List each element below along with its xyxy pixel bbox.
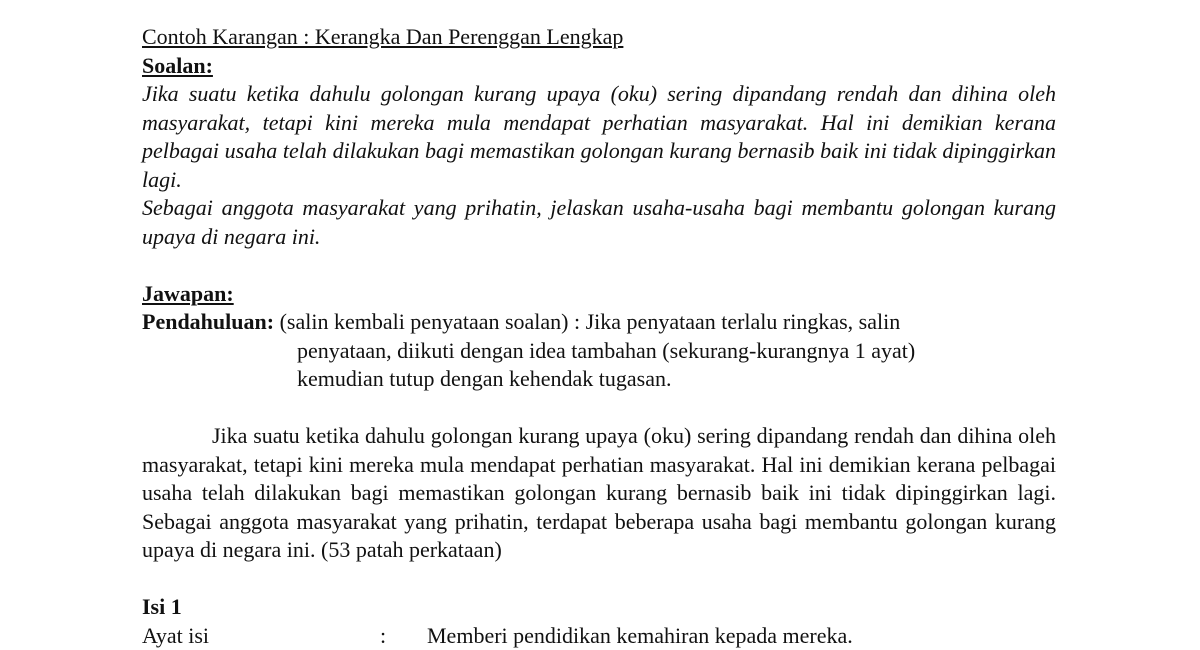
ayat-isi-value: Memberi pendidikan kemahiran kepada mereka. [427,622,853,650]
soalan-text: Jika suatu ketika dahulu golongan kurang upaya (oku) sering dipandang rendah dan dihina oleh masyarakat, tetapi kini mereka mula mendapat perhatian masyarakat. Hal ini demikian kerana pelbagai usaha telah dilakukan bagi memastikan golongan kurang bernasib baik ini tidak dipinggirkan lagi. [142,80,1056,194]
pendahuluan-line-3: kemudian tutup dengan kehendak tugasan. [142,365,1056,394]
ayat-isi-colon: : [380,622,427,650]
ayat-isi-label: Ayat isi [142,622,380,650]
pendahuluan-line-1: (salin kembali penyataan soalan) : Jika penyataan terlalu ringkas, salin [280,308,901,337]
spacer [142,251,1056,280]
document-body [142,23,1056,650]
document-title: Contoh Karangan : Kerangka Dan Perenggan Lengkap [142,23,1056,52]
pendahuluan-row [142,308,1056,337]
spacer [142,394,1056,423]
intro-paragraph: Jika suatu ketika dahulu golongan kurang upaya (oku) sering dipandang rendah dan dihina oleh masyarakat, tetapi kini mereka mula mendapat perhatian masyarakat. Hal ini demikian kerana pelbagai usaha telah dilakukan bagi memastikan golongan kurang bernasib baik ini tidak dipinggirkan lagi. Sebagai anggota masyarakat yang prihatin, terdapat beberapa usaha bagi membantu golongan kurang upaya di negara ini. (53 patah perkataan) [142,422,1056,565]
jawapan-heading: Jawapan: [142,280,1056,309]
spacer [142,565,1056,594]
soalan-text-continued: Sebagai anggota masyarakat yang prihatin, jelaskan usaha-usaha bagi membantu golongan kurang upaya di negara ini. [142,194,1056,251]
pendahuluan-label: Pendahuluan: [142,308,274,337]
ayat-isi-row [142,622,1056,650]
pendahuluan-line-2: penyataan, diikuti dengan idea tambahan (sekurang-kurangnya 1 ayat) [142,337,1056,366]
soalan-heading: Soalan: [142,52,1056,81]
isi-1-heading: Isi 1 [142,593,1056,622]
